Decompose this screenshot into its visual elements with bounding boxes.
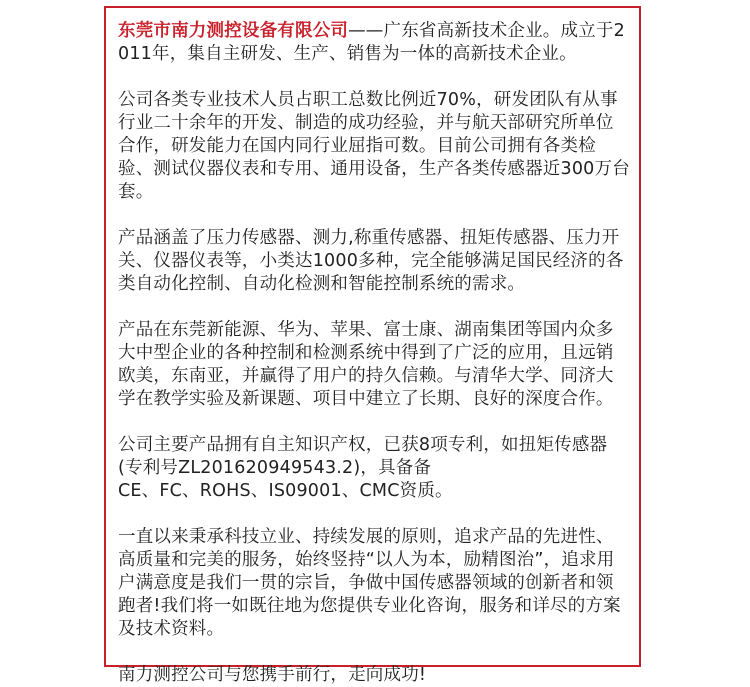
paragraph-closing: 南力测控公司与您携手前行，走向成功! bbox=[118, 665, 427, 685]
intro-paragraph bbox=[118, 20, 630, 66]
company-name: 东莞市南力测控设备有限公司 bbox=[118, 21, 349, 41]
paragraph-principles: 一直以来秉承科技立业、持续发展的原则，追求产品的先进性、高质量和完美的服务，始终竖持“以人为本，励精图治”，追求用户满意度是我们一贯的宗旨，争做中国传感器领域的创新者和领跑者!我们将一如既往地为您提供专业化咨询，服务和详尽的方案及技术资料。 bbox=[118, 527, 621, 639]
company-profile bbox=[118, 20, 630, 687]
paragraph-clients: 产品在东莞新能源、华为、苹果、富士康、湖南集团等国内众多大中型企业的各种控制和检测系统中得到了广泛的应用，且远销欧美，东南亚，并赢得了用户的持久信赖。与清华大学、同济大学在教学实验及新课题、项目中建立了长期、良好的深度合作。 bbox=[118, 320, 614, 409]
paragraph-products: 产品涵盖了压力传感器、测力,称重传感器、扭矩传感器、压力开关、仪器仪表等，小类达1000多种，完全能够满足国民经济的各类自动化控制、自动化检测和智能控制系统的需求。 bbox=[118, 228, 624, 294]
content-frame bbox=[104, 6, 641, 685]
paragraph-patents: 公司主要产品拥有自主知识产权，已获8项专利，如扭矩传感器(专利号ZL201620949543.2)，具备备 CE、FC、ROHS、IS09001、CMC资质。 bbox=[118, 435, 608, 501]
paragraph-staff: 公司各类专业技术人员占职工总数比例近70%，研发团队有从事行业二十余年的开发、制造的成功经验，并与航天部研究所单位合作，研发能力在国内同行业屈指可数。目前公司拥有各类检验、测试仪器仪表和专用、通用设备，生产各类传感器近300万台套。 bbox=[118, 90, 630, 202]
intro-text: ——广东省高新技术企业。成立于2011年，集自主研发、生产、销售为一体的高新技术企业。 bbox=[118, 21, 625, 64]
